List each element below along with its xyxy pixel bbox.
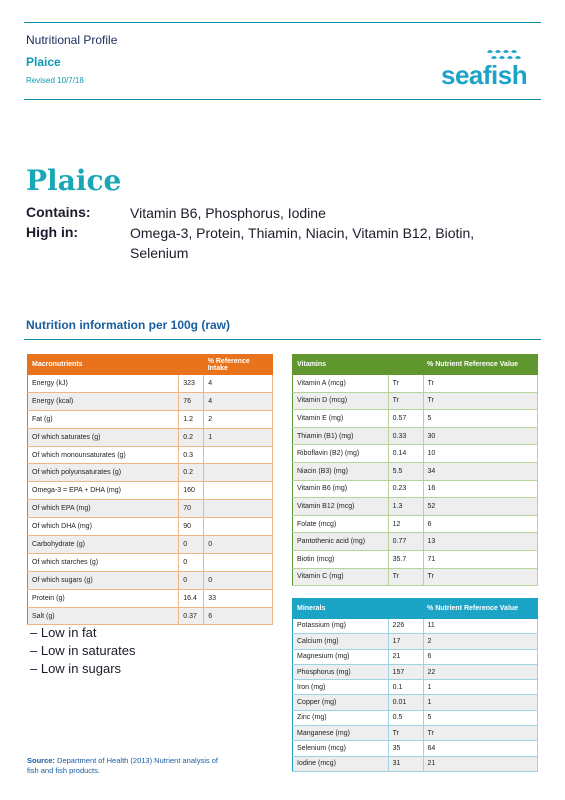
reference-percent-cell: 5: [423, 410, 537, 428]
nutrient-name-cell: Selenium (mcg): [293, 741, 389, 756]
table-row: [293, 550, 538, 568]
amount-cell: 70: [179, 500, 204, 518]
source-label: Source:: [27, 756, 55, 765]
amount-cell: 1.2: [179, 410, 204, 428]
reference-percent-cell: 64: [423, 741, 537, 756]
nutrient-name-cell: Of which EPA (mg): [28, 500, 179, 518]
amount-cell: 17: [388, 634, 423, 649]
reference-percent-cell: 1: [204, 428, 273, 446]
amount-cell: 31: [388, 756, 423, 771]
table-row: [293, 462, 538, 480]
amount-cell: 16.4: [179, 589, 204, 607]
column-header: % Reference Intake: [204, 355, 273, 375]
revision-date: Revised 10/7/18: [26, 76, 84, 85]
reference-percent-cell: Tr: [423, 392, 537, 410]
reference-percent-cell: 6: [423, 515, 537, 533]
nutrient-name-cell: Of which saturates (g): [28, 428, 179, 446]
table-row: [293, 756, 538, 771]
column-header: [388, 599, 423, 619]
table-row: [28, 571, 273, 589]
nutrient-name-cell: Carbohydrate (g): [28, 536, 179, 554]
section-rule: [24, 339, 541, 340]
amount-cell: 0.3: [179, 446, 204, 464]
amount-cell: 5.5: [388, 462, 423, 480]
table-row: [293, 649, 538, 664]
reference-percent-cell: 13: [423, 533, 537, 551]
contains-label: Contains:: [26, 204, 91, 220]
column-header: % Nutrient Reference Value: [423, 355, 537, 375]
reference-percent-cell: [204, 500, 273, 518]
amount-cell: 1.3: [388, 498, 423, 516]
nutrient-name-cell: Energy (kcal): [28, 392, 179, 410]
nutrient-name-cell: Vitamin E (mg): [293, 410, 389, 428]
amount-cell: 0.37: [179, 607, 204, 625]
claim-item: – Low in fat: [30, 625, 97, 640]
reference-percent-cell: [204, 446, 273, 464]
nutrient-name-cell: Iodine (mcg): [293, 756, 389, 771]
table-row: [293, 445, 538, 463]
reference-percent-cell: 30: [423, 427, 537, 445]
reference-percent-cell: 34: [423, 462, 537, 480]
reference-percent-cell: 6: [423, 649, 537, 664]
nutrient-name-cell: Of which DHA (mg): [28, 518, 179, 536]
contains-value: Vitamin B6, Phosphorus, Iodine: [130, 205, 326, 221]
amount-cell: Tr: [388, 392, 423, 410]
nutrient-name-cell: Copper (mg): [293, 695, 389, 710]
amount-cell: Tr: [388, 726, 423, 741]
claim-item: – Low in saturates: [30, 643, 136, 658]
table-row: [293, 619, 538, 634]
header-bottom-rule: [24, 99, 541, 100]
high-in-label: High in:: [26, 224, 79, 240]
reference-percent-cell: [204, 518, 273, 536]
column-header: Minerals: [293, 599, 389, 619]
table-row: [293, 410, 538, 428]
reference-percent-cell: 0: [204, 571, 273, 589]
table-row: [28, 607, 273, 625]
table-row: [28, 518, 273, 536]
amount-cell: Tr: [388, 568, 423, 586]
nutrient-name-cell: Of which starches (g): [28, 553, 179, 571]
nutrient-name-cell: Vitamin B12 (mcg): [293, 498, 389, 516]
reference-percent-cell: 71: [423, 550, 537, 568]
amount-cell: 157: [388, 664, 423, 679]
reference-percent-cell: 1: [423, 695, 537, 710]
reference-percent-cell: 0: [204, 536, 273, 554]
vitamins-table: [292, 354, 538, 586]
table-row: [293, 392, 538, 410]
table-row: [293, 498, 538, 516]
column-header: [179, 355, 204, 375]
reference-percent-cell: [204, 482, 273, 500]
reference-percent-cell: 33: [204, 589, 273, 607]
table-row: [293, 664, 538, 679]
reference-percent-cell: 22: [423, 664, 537, 679]
table-row: [293, 741, 538, 756]
amount-cell: 35.7: [388, 550, 423, 568]
nutrient-name-cell: Zinc (mg): [293, 710, 389, 725]
nutrient-name-cell: Riboflavin (B2) (mg): [293, 445, 389, 463]
table-row: [28, 375, 273, 393]
reference-percent-cell: 4: [204, 375, 273, 393]
nutrient-name-cell: Pantothenic acid (mg): [293, 533, 389, 551]
column-header: [388, 355, 423, 375]
nutrient-name-cell: Vitamin D (mcg): [293, 392, 389, 410]
table-row: [28, 464, 273, 482]
nutrient-name-cell: Iron (mg): [293, 680, 389, 695]
amount-cell: 0.77: [388, 533, 423, 551]
nutrient-name-cell: Vitamin C (mg): [293, 568, 389, 586]
table-row: [293, 634, 538, 649]
nutrient-name-cell: Thiamin (B1) (mg): [293, 427, 389, 445]
table-header-row: [293, 599, 538, 619]
table-row: [28, 446, 273, 464]
reference-percent-cell: 1: [423, 680, 537, 695]
nutrient-name-cell: Manganese (mg): [293, 726, 389, 741]
nutrient-name-cell: Of which sugars (g): [28, 571, 179, 589]
reference-percent-cell: 4: [204, 392, 273, 410]
column-header: Macronutrients: [28, 355, 179, 375]
header-top-rule: [24, 22, 541, 23]
column-header: Vitamins: [293, 355, 389, 375]
table-row: [28, 500, 273, 518]
table-row: [28, 536, 273, 554]
table-row: [28, 553, 273, 571]
amount-cell: 0.2: [179, 428, 204, 446]
minerals-table: [292, 598, 538, 772]
nutrient-name-cell: Fat (g): [28, 410, 179, 428]
amount-cell: 323: [179, 375, 204, 393]
amount-cell: 12: [388, 515, 423, 533]
nutrient-name-cell: Of which monounsaturates (g): [28, 446, 179, 464]
table-row: [293, 480, 538, 498]
table-header-row: [293, 355, 538, 375]
table-row: [293, 695, 538, 710]
table-row: [28, 589, 273, 607]
nutrient-name-cell: Niacin (B3) (mg): [293, 462, 389, 480]
reference-percent-cell: 52: [423, 498, 537, 516]
nutrient-name-cell: Magnesium (mg): [293, 649, 389, 664]
nutrient-name-cell: Folate (mcg): [293, 515, 389, 533]
reference-percent-cell: 6: [204, 607, 273, 625]
claim-item: – Low in sugars: [30, 661, 122, 676]
nutrient-name-cell: Of which polyunsaturates (g): [28, 464, 179, 482]
nutrient-name-cell: Energy (kJ): [28, 375, 179, 393]
reference-percent-cell: [204, 464, 273, 482]
nutrient-name-cell: Calcium (mg): [293, 634, 389, 649]
amount-cell: 0.14: [388, 445, 423, 463]
logo-wordmark: seafish: [441, 60, 528, 90]
nutrient-name-cell: Salt (g): [28, 607, 179, 625]
reference-percent-cell: 11: [423, 619, 537, 634]
seafish-logo: [441, 48, 543, 94]
high-in-value: Omega-3, Protein, Thiamin, Niacin, Vitamin B12, Biotin, Selenium: [130, 225, 475, 261]
reference-percent-cell: 10: [423, 445, 537, 463]
nutrient-name-cell: Potassium (mg): [293, 619, 389, 634]
reference-percent-cell: Tr: [423, 375, 537, 393]
section-title: Nutrition information per 100g (raw): [26, 318, 231, 332]
nutrient-name-cell: Vitamin A (mcg): [293, 375, 389, 393]
amount-cell: 0.1: [388, 680, 423, 695]
reference-percent-cell: 2: [204, 410, 273, 428]
nutrient-name-cell: Phosphorus (mg): [293, 664, 389, 679]
amount-cell: 0.01: [388, 695, 423, 710]
table-row: [293, 568, 538, 586]
nutrient-name-cell: Biotin (mcg): [293, 550, 389, 568]
amount-cell: 0.57: [388, 410, 423, 428]
amount-cell: 0.23: [388, 480, 423, 498]
nutrient-name-cell: Omega-3 = EPA + DHA (mg): [28, 482, 179, 500]
reference-percent-cell: 2: [423, 634, 537, 649]
table-row: [293, 680, 538, 695]
table-row: [293, 375, 538, 393]
amount-cell: 0.5: [388, 710, 423, 725]
table-row: [293, 726, 538, 741]
amount-cell: 35: [388, 741, 423, 756]
amount-cell: 0: [179, 571, 204, 589]
amount-cell: Tr: [388, 375, 423, 393]
source-text: Department of Health (2013) Nutrient analysis of fish and fish products.: [27, 756, 218, 775]
amount-cell: 21: [388, 649, 423, 664]
claims-list: [30, 624, 136, 678]
amount-cell: 226: [388, 619, 423, 634]
amount-cell: 90: [179, 518, 204, 536]
table-header-row: [28, 355, 273, 375]
table-row: [28, 482, 273, 500]
header-product-name: Plaice: [26, 55, 61, 69]
source-note: [27, 756, 227, 776]
table-row: [293, 427, 538, 445]
nutrient-name-cell: Protein (g): [28, 589, 179, 607]
page-title: Plaice: [26, 164, 122, 197]
table-row: [28, 428, 273, 446]
table-row: [293, 515, 538, 533]
table-row: [28, 410, 273, 428]
table-row: [293, 533, 538, 551]
amount-cell: 160: [179, 482, 204, 500]
amount-cell: 76: [179, 392, 204, 410]
amount-cell: 0: [179, 536, 204, 554]
document-type: Nutritional Profile: [26, 33, 118, 47]
column-header: % Nutrient Reference Value: [423, 599, 537, 619]
reference-percent-cell: 16: [423, 480, 537, 498]
macronutrients-table: [27, 354, 273, 625]
reference-percent-cell: 5: [423, 710, 537, 725]
table-row: [28, 392, 273, 410]
reference-percent-cell: Tr: [423, 568, 537, 586]
reference-percent-cell: Tr: [423, 726, 537, 741]
amount-cell: 0.33: [388, 427, 423, 445]
amount-cell: 0: [179, 553, 204, 571]
table-row: [293, 710, 538, 725]
reference-percent-cell: [204, 553, 273, 571]
reference-percent-cell: 21: [423, 756, 537, 771]
amount-cell: 0.2: [179, 464, 204, 482]
nutrient-name-cell: Vitamin B6 (mg): [293, 480, 389, 498]
